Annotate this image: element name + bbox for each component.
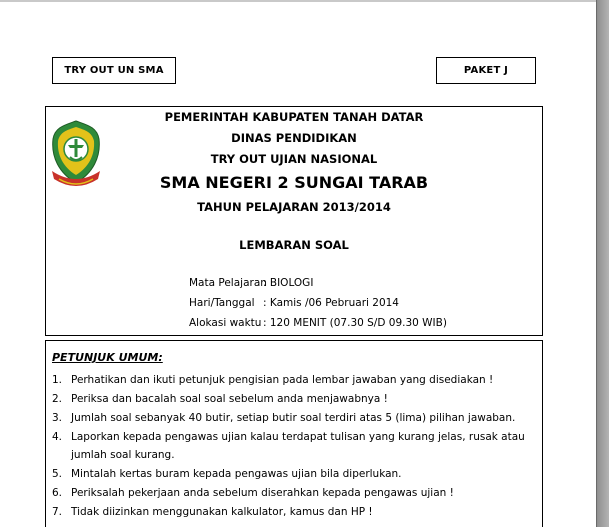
sheet-title: LEMBARAN SOAL bbox=[239, 238, 349, 252]
instruction-number: 1. bbox=[52, 374, 63, 386]
academic-year: TAHUN PELAJARAN 2013/2014 bbox=[197, 200, 391, 214]
time-label: Alokasi waktu bbox=[189, 317, 262, 329]
instruction-number: 7. bbox=[52, 506, 63, 518]
instruction-item bbox=[52, 465, 538, 483]
instruction-item bbox=[52, 390, 538, 408]
window-right-edge bbox=[597, 0, 609, 527]
instruction-item bbox=[52, 371, 538, 389]
exam-header-box bbox=[45, 106, 543, 336]
paket-label: PAKET J bbox=[463, 65, 509, 76]
paket-label-box bbox=[436, 57, 536, 84]
instruction-number: 2. bbox=[52, 393, 63, 405]
instruction-text: Tidak diizinkan menggunakan kalkulator, kamus dan HP ! bbox=[71, 506, 373, 518]
tryout-label: TRY OUT UN SMA bbox=[64, 65, 164, 76]
general-instructions-box bbox=[45, 340, 543, 527]
instruction-item bbox=[52, 409, 538, 427]
instruction-text: Mintalah kertas buram kepada pengawas ujian bila diperlukan. bbox=[71, 468, 402, 480]
page-top-edge bbox=[0, 0, 597, 2]
instruction-text: Periksalah pekerjaan anda sebelum diserahkan kepada pengawas ujian ! bbox=[71, 487, 454, 499]
subject-label: Mata Pelajaran bbox=[189, 277, 267, 289]
instruction-number: 5. bbox=[52, 468, 63, 480]
tryout-label-box bbox=[52, 57, 176, 84]
info-row-subject bbox=[189, 277, 313, 289]
info-row-time bbox=[189, 317, 447, 329]
instructions-title: PETUNJUK UMUM: bbox=[52, 351, 163, 364]
instruction-text: Laporkan kepada pengawas ujian kalau terdapat tulisan yang kurang jelas, rusak atau jumlah soal kurang. bbox=[71, 431, 525, 461]
header-department-line: DINAS PENDIDIKAN bbox=[231, 131, 357, 145]
date-label: Hari/Tanggal bbox=[189, 297, 255, 309]
subject-value: : BIOLOGI bbox=[263, 277, 314, 289]
info-row-date bbox=[189, 297, 399, 309]
instruction-text: Jumlah soal sebanyak 40 butir, setiap butir soal terdiri atas 5 (lima) pilihan jawaban. bbox=[71, 412, 516, 424]
header-government-line: PEMERINTAH KABUPATEN TANAH DATAR bbox=[164, 110, 424, 124]
instruction-text: Periksa dan bacalah soal soal sebelum anda menjawabnya ! bbox=[71, 393, 388, 405]
time-value: : 120 MENIT (07.30 S/D 09.30 WIB) bbox=[263, 317, 447, 329]
school-name: SMA NEGERI 2 SUNGAI TARAB bbox=[159, 173, 429, 192]
instruction-item bbox=[52, 428, 538, 464]
instruction-number: 6. bbox=[52, 487, 63, 499]
instruction-item bbox=[52, 503, 538, 521]
instruction-number: 3. bbox=[52, 412, 63, 424]
date-value: : Kamis /06 Pebruari 2014 bbox=[263, 297, 399, 309]
instruction-item bbox=[52, 484, 538, 502]
instruction-number: 4. bbox=[52, 431, 63, 443]
header-exam-line: TRY OUT UJIAN NASIONAL bbox=[210, 152, 378, 166]
instruction-text: Perhatikan dan ikuti petunjuk pengisian pada lembar jawaban yang disediakan ! bbox=[71, 374, 494, 386]
